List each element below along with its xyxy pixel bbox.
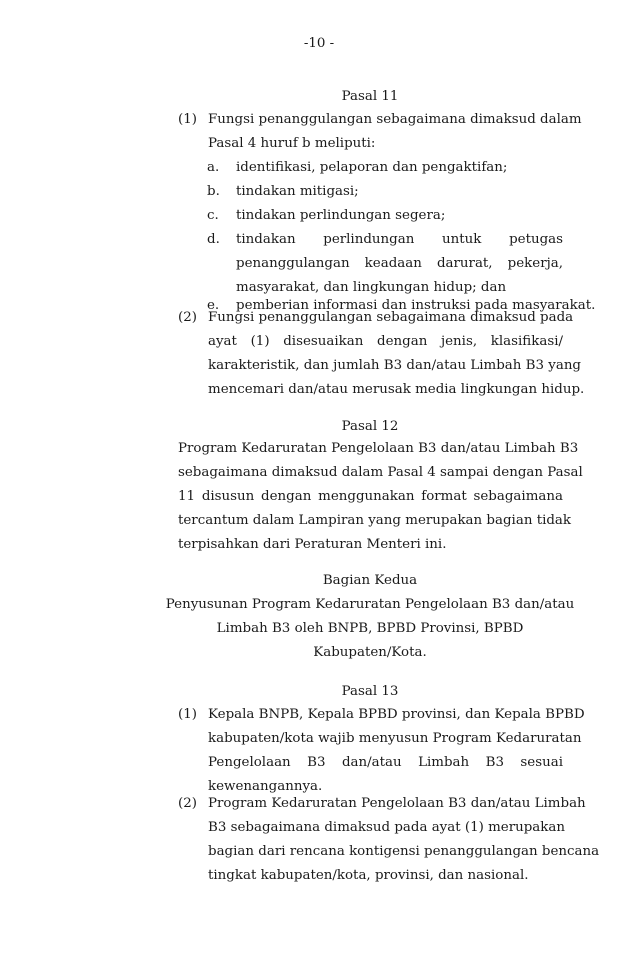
text-line: tingkat kabupaten/kota, provinsi, dan nasional. <box>208 868 529 883</box>
text-line: karakteristik, dan jumlah B3 dan/atau Limbah B3 yang <box>208 358 582 373</box>
section-heading <box>150 569 590 665</box>
text-line: terpisahkan dari Peraturan Menteri ini. <box>178 537 447 552</box>
text-line: tindakan mitigasi; <box>236 184 359 199</box>
pasal-13-title: Pasal 13 <box>341 684 399 699</box>
text-line: kabupaten/kota wajib menyusun Program Kedaruratan <box>208 731 582 746</box>
text-line: tercantum dalam Lampiran yang merupakan bagian tidak <box>178 513 572 528</box>
text-line: Pasal 4 huruf b meliputi: <box>208 136 376 151</box>
sub-item-marker: e. <box>207 298 220 313</box>
pasal-12-title: Pasal 12 <box>341 419 399 434</box>
text-line: B3 sebagaimana dimaksud pada ayat (1) merupakan <box>208 820 566 835</box>
text-line: Kepala BNPB, Kepala BPBD provinsi, dan Kepala BPBD <box>208 707 585 722</box>
text-line: Program Kedaruratan Pengelolaan B3 dan/atau Limbah B3 <box>178 441 579 456</box>
item-marker: (1) <box>178 112 197 127</box>
item-marker: (2) <box>178 310 197 325</box>
sub-item-marker: b. <box>207 184 220 199</box>
page-number: -10 - <box>303 36 335 51</box>
text-line: Program Kedaruratan Pengelolaan B3 dan/atau Limbah <box>208 796 586 811</box>
bagian-subtitle-line: Penyusunan Program Kedaruratan Pengelolaan B3 dan/atau <box>165 597 575 612</box>
text-line: masyarakat, dan lingkungan hidup; dan <box>236 280 507 295</box>
text-line: ayat (1) disesuaikan dengan jenis, klasifikasi/ <box>208 334 563 349</box>
bagian-subtitle-line: Kabupaten/Kota. <box>313 645 427 660</box>
text-line: tindakan perlindungan untuk petugas <box>236 232 563 247</box>
sub-item-marker: a. <box>207 160 220 175</box>
item-marker: (2) <box>178 796 197 811</box>
bagian-subtitle-line: Limbah B3 oleh BNPB, BPBD Provinsi, BPBD <box>216 621 524 636</box>
text-line: sebagaimana dimaksud dalam Pasal 4 sampai dengan Pasal <box>178 465 583 480</box>
text-line: mencemari dan/atau merusak media lingkungan hidup. <box>208 382 585 397</box>
text-line: tindakan perlindungan segera; <box>236 208 446 223</box>
pasal-11-title: Pasal 11 <box>341 89 399 104</box>
text-line: kewenangannya. <box>208 779 323 794</box>
bagian-title: Bagian Kedua <box>322 573 418 588</box>
text-line: 11 disusun dengan menggunakan format sebagaimana <box>178 489 563 504</box>
sub-item-marker: c. <box>207 208 219 223</box>
item-marker: (1) <box>178 707 197 722</box>
text-line: Fungsi penanggulangan sebagaimana dimaksud dalam <box>208 112 582 127</box>
pasal-12-paragraph <box>178 437 583 557</box>
text-line: Pengelolaan B3 dan/atau Limbah B3 sesuai <box>208 755 563 770</box>
text-line: penanggulangan keadaan darurat, pekerja, <box>236 256 563 271</box>
sub-item-marker: d. <box>207 232 220 247</box>
text-line: identifikasi, pelaporan dan pengaktifan; <box>236 160 508 175</box>
text-line: Fungsi penanggulangan sebagaimana dimaksud pada <box>208 310 574 325</box>
text-line: pemberian informasi dan instruksi pada masyarakat. <box>236 298 596 313</box>
text-line: bagian dari rencana kontigensi penanggulangan bencana <box>208 844 600 859</box>
